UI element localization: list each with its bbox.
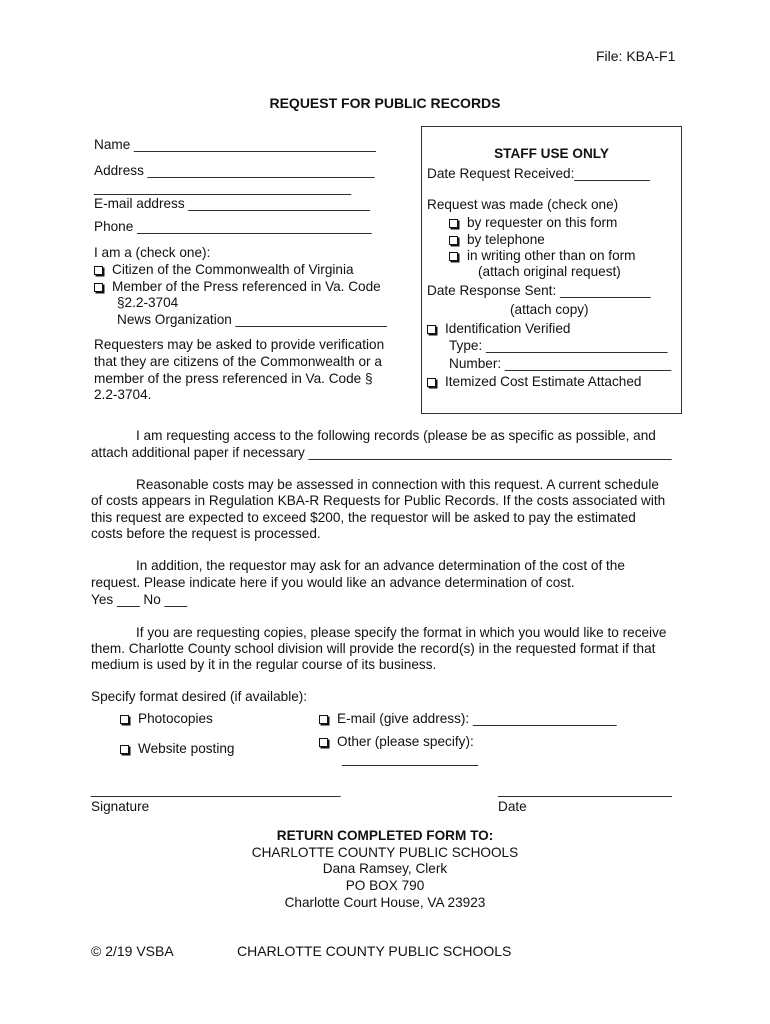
advance-paragraph-line-1: In addition, the requestor may ask for an advance determination of the cost of the <box>136 558 625 573</box>
copies-paragraph-line-1: If you are requesting copies, please specify the format in which you would like to receive <box>136 625 667 640</box>
copies-paragraph-line-2: them. Charlotte County school division will provide the record(s) in the requested format if that <box>91 641 656 656</box>
return-heading: RETURN COMPLETED FORM TO: <box>276 828 494 843</box>
format-website-label: Website posting <box>138 741 235 756</box>
format-website-option[interactable] <box>120 742 234 756</box>
advance-yes-no-field[interactable]: Yes ___ No ___ <box>91 592 188 607</box>
phone-field[interactable]: Phone _______________________________ <box>94 219 372 234</box>
format-other-option[interactable] <box>319 735 474 749</box>
footer-copyright: © 2/19 VSBA <box>91 943 174 959</box>
checkbox-icon[interactable] <box>120 745 129 754</box>
copies-paragraph-line-3: medium is used by it in the regular course of its business. <box>91 657 437 672</box>
attach-original-note: (attach original request) <box>478 264 621 279</box>
records-paragraph-line-1: I am requesting access to the following records (please be as specific as possible, and <box>136 428 656 443</box>
date-response-sent-field[interactable]: Date Response Sent: ____________ <box>427 283 651 298</box>
verification-note-4: 2.2-3704. <box>94 387 152 402</box>
citizen-option[interactable] <box>94 263 354 277</box>
format-photocopies-label: Photocopies <box>138 711 213 726</box>
file-id: File: KBA-F1 <box>596 48 676 64</box>
address-line-2[interactable]: __________________________________ <box>94 180 352 195</box>
costs-paragraph-line-3: this request are expected to exceed $200, the requestor will be asked to pay the estimated <box>91 510 636 525</box>
made-by-phone-label: by telephone <box>467 232 545 247</box>
footer-organization: CHARLOTTE COUNTY PUBLIC SCHOOLS <box>237 943 512 959</box>
format-other-field[interactable]: __________________ <box>342 751 479 766</box>
made-by-form-label: by requester on this form <box>467 215 618 230</box>
cost-estimate-label: Itemized Cost Estimate Attached <box>445 374 642 389</box>
checkbox-icon[interactable] <box>449 236 458 245</box>
checkbox-icon[interactable] <box>94 266 103 275</box>
email-field[interactable]: E-mail address ________________________ <box>94 196 370 211</box>
attach-copy-note: (attach copy) <box>510 302 589 317</box>
date-line[interactable]: _______________________ <box>498 782 672 797</box>
format-email-label: E-mail (give address): ___________________ <box>337 711 617 726</box>
format-heading: Specify format desired (if available): <box>91 689 308 704</box>
checkbox-icon[interactable] <box>449 219 458 228</box>
cost-estimate-option[interactable] <box>427 375 641 389</box>
made-by-form-option[interactable] <box>449 216 617 230</box>
return-person: Dana Ramsey, Clerk <box>322 861 448 876</box>
verification-note-1: Requesters may be asked to provide verification <box>94 337 385 352</box>
advance-paragraph-line-2: request. Please indicate here if you would like an advance determination of cost. <box>91 575 575 590</box>
costs-paragraph-line-4: costs before the request is processed. <box>91 526 321 541</box>
news-organization-field[interactable]: News Organization ____________________ <box>117 312 387 327</box>
format-email-option[interactable] <box>319 712 617 726</box>
records-request-field[interactable]: attach additional paper if necessary ________________________________________________ <box>91 445 672 460</box>
format-other-label: Other (please specify): <box>337 734 474 749</box>
press-option[interactable] <box>94 280 381 294</box>
costs-paragraph-line-1: Reasonable costs may be assessed in connection with this request. A current schedule <box>136 477 659 492</box>
id-verified-label: Identification Verified <box>445 321 571 336</box>
verification-note-2: that they are citizens of the Commonwealth or a <box>94 354 382 369</box>
checkbox-icon[interactable] <box>94 283 103 292</box>
id-type-field[interactable]: Type: ________________________ <box>449 338 668 353</box>
format-photocopies-option[interactable] <box>120 712 213 726</box>
date-label: Date <box>498 799 527 814</box>
id-number-field[interactable]: Number: ______________________ <box>449 356 672 371</box>
page-title: REQUEST FOR PUBLIC RECORDS <box>269 95 501 111</box>
checkbox-icon[interactable] <box>449 252 458 261</box>
checkbox-icon[interactable] <box>319 738 328 747</box>
checkbox-icon[interactable] <box>427 378 436 387</box>
return-city: Charlotte Court House, VA 23923 <box>284 895 486 910</box>
name-field[interactable]: Name ________________________________ <box>94 137 376 152</box>
made-in-writing-option[interactable] <box>449 249 636 263</box>
signature-line[interactable]: _________________________________ <box>91 782 341 797</box>
press-code-label: §2.2-3704 <box>117 295 179 310</box>
return-po-box: PO BOX 790 <box>345 878 425 893</box>
costs-paragraph-line-2: of costs appears in Regulation KBA-R Requests for Public Records. If the costs associated with <box>91 493 666 508</box>
checkbox-icon[interactable] <box>427 325 436 334</box>
citizen-label: Citizen of the Commonwealth of Virginia <box>112 262 354 277</box>
address-field[interactable]: Address ______________________________ <box>94 163 375 178</box>
return-organization: CHARLOTTE COUNTY PUBLIC SCHOOLS <box>251 845 519 860</box>
signature-label: Signature <box>91 799 150 814</box>
made-by-phone-option[interactable] <box>449 233 545 247</box>
date-received-field[interactable]: Date Request Received:__________ <box>427 166 650 181</box>
made-in-writing-label: in writing other than on form <box>467 248 636 263</box>
verification-note-3: member of the press referenced in Va. Code § <box>94 371 373 386</box>
checkbox-icon[interactable] <box>319 715 328 724</box>
press-label: Member of the Press referenced in Va. Code <box>112 279 381 294</box>
checkbox-icon[interactable] <box>120 715 129 724</box>
staff-use-heading: STAFF USE ONLY <box>494 146 609 161</box>
id-verified-option[interactable] <box>427 322 570 336</box>
request-made-heading: Request was made (check one) <box>427 197 619 212</box>
requester-type-heading: I am a (check one): <box>94 245 211 260</box>
